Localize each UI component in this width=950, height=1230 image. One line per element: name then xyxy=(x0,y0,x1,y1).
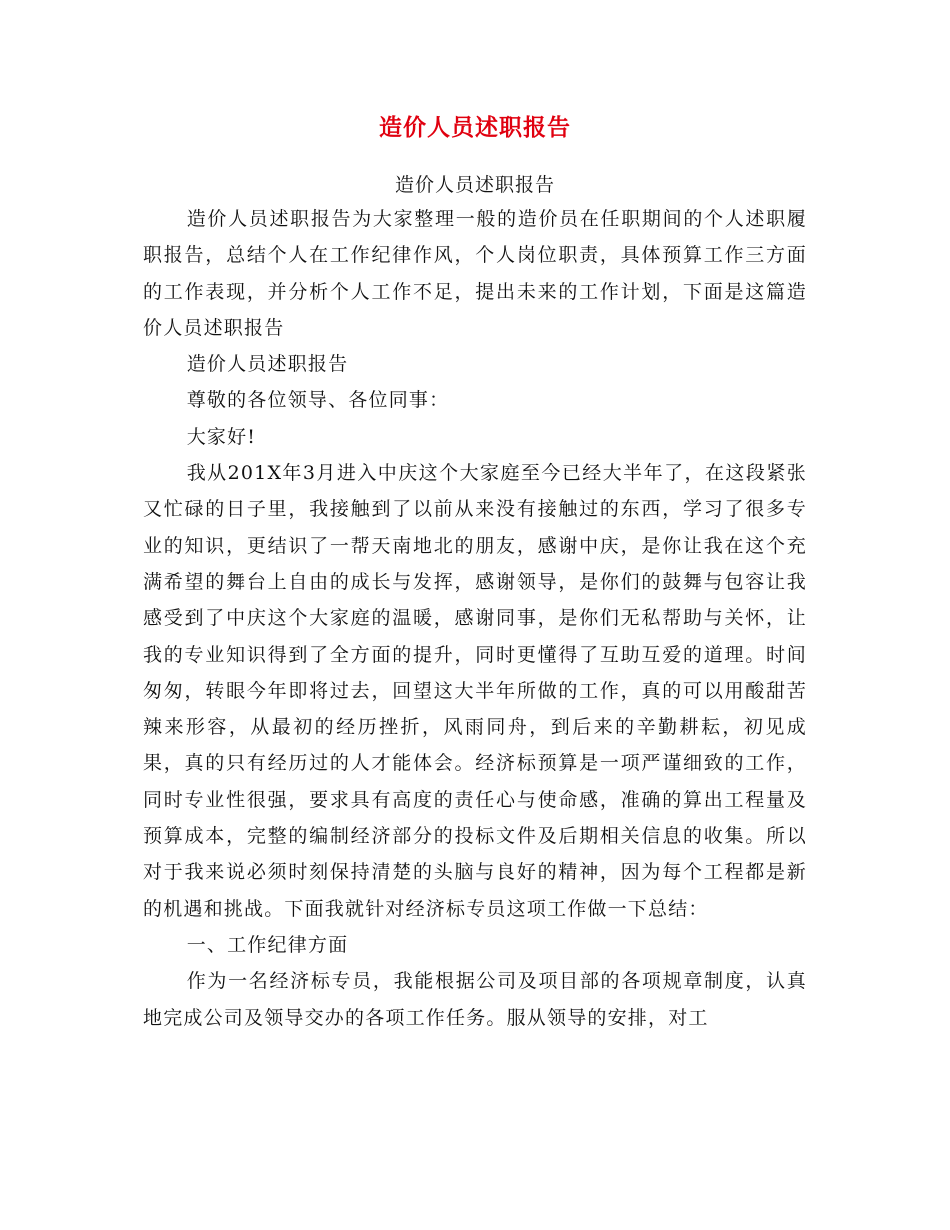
document-subtitle: 造价人员述职报告 xyxy=(394,174,555,196)
paragraph-main: 我从201X年3月进入中庆这个大家庭至今已经大半年了，在这段紧张又忙碌的日子里，我接触到了以前从来没有接触过的东西，学习了很多专业的知识，更结识了一帮天南地北的朋友，感谢中庆，是你让我在这个充满希望的舞台上自由的成长与发挥，感谢领导，是你们的鼓舞与包容让我感受到了中庆这个大家庭的温暖，感谢同事，是你们无私帮助与关怀，让我的专业知识得到了全方面的提升，同时更懂得了互助互爱的道理。时间匆匆，转眼今年即将过去，回望这大半年所做的工作，真的可以用酸甜苦辣来形容，从最初的经历挫折，风雨同舟，到后来的辛勤耕耘，初见成果，真的只有经历过的人才能体会。经济标预算是一项严谨细致的工作，同时专业性很强，要求具有高度的责任心与使命感，准确的算出工程量及预算成本，完整的编制经济部分的投标文件及后期相关信息的收集。所以对于我来说必须时刻保持清楚的头脑与良好的精神，因为每个工程都是新的机遇和挑战。下面我就针对经济标专员这项工作做一下总结： xyxy=(143,462,807,920)
document-title: 造价人员述职报告 xyxy=(379,114,571,141)
paragraph-work-discipline: 作为一名经济标专员，我能根据公司及项目部的各项规章制度，认真地完成公司及领导交办的各项工作任务。服从领导的安排，对工 xyxy=(143,970,807,1029)
document-body xyxy=(143,201,807,1036)
paragraph-greeting: 大家好! xyxy=(186,425,257,448)
paragraph-intro: 造价人员述职报告为大家整理一般的造价员在任职期间的个人述职履职报告，总结个人在工作纪律作风，个人岗位职责，具体预算工作三方面的工作表现，并分析个人工作不足，提出未来的工作计划，下面是这篇造价人员述职报告 xyxy=(143,208,807,339)
paragraph-salutation: 尊敬的各位领导、各位同事： xyxy=(186,389,450,412)
section-heading-work-discipline: 一、工作纪律方面 xyxy=(186,933,349,956)
paragraph-heading: 造价人员述职报告 xyxy=(186,353,349,376)
